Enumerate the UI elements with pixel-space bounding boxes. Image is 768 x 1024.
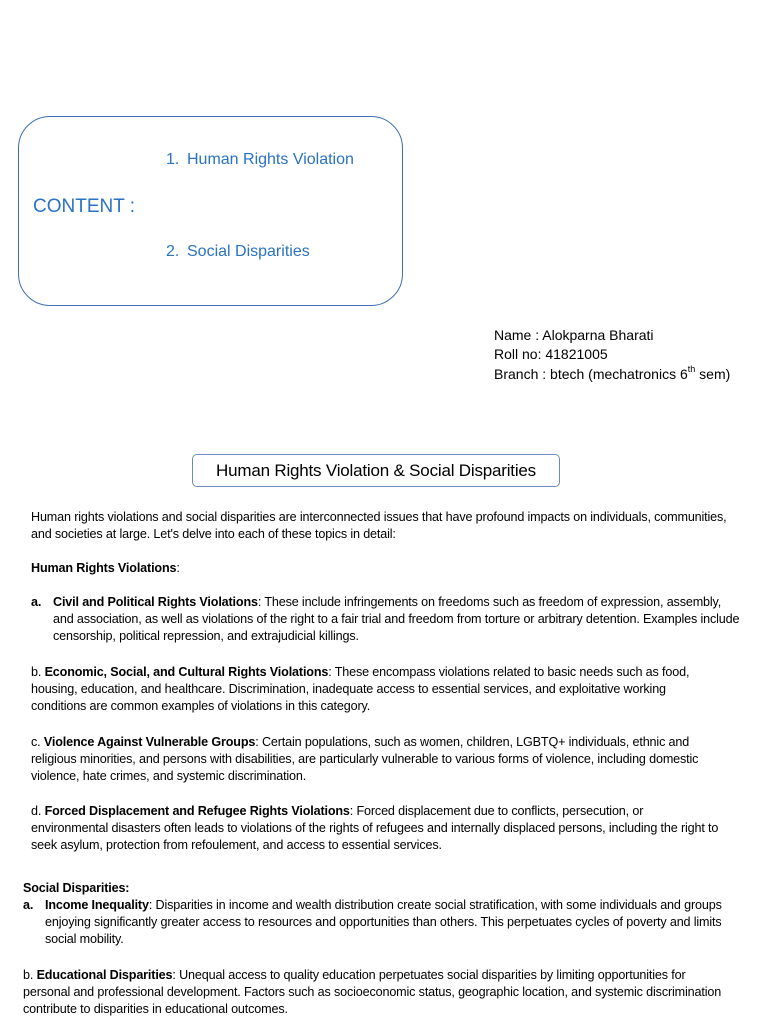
branch-text: Branch : btech (mechatronics 6 (494, 366, 688, 382)
branch-superscript: th (687, 364, 696, 374)
item-label: b. (23, 968, 34, 982)
hrv-item-a (31, 594, 743, 646)
student-roll: Roll no: 41821005 (494, 346, 608, 362)
sd-item-b (23, 967, 725, 1019)
hrv-heading-colon: : (176, 561, 180, 575)
sd-heading-text: Social Disparities: (23, 881, 130, 895)
item-text: : Disparities in income and wealth distribution create social stratification, with some individuals and groups enjoying significantly greater access to resources and opportunities than others. This perpetuates cycles of poverty and limits social mobility. (45, 898, 722, 947)
item-label: b. (31, 665, 42, 679)
item-text: : Forced displacement due to conflicts, persecution, or environmental disasters often leads to violations of the rights of refugees and internally displaced persons, including the right to seek asylum, protection from refoulement, and access to essential services. (31, 804, 719, 853)
item-title: Educational Disparities (36, 968, 173, 982)
item-title: Civil and Political Rights Violations (53, 595, 258, 609)
content-label: CONTENT : (33, 196, 136, 217)
content-item-text: Social Disparities (187, 243, 310, 260)
item-title: Forced Displacement and Refugee Rights Violations (44, 804, 350, 818)
content-item-number: 2. (166, 243, 180, 260)
item-text: : These encompass violations related to basic needs such as food, housing, education, and healthcare. Discrimination, inadequate access to essential services, and exploitative working conditions are common examples of violations in this category. (31, 665, 690, 714)
document-title: Human Rights Violation & Social Disparities (192, 454, 560, 487)
item-label: d. (31, 804, 42, 818)
item-text: : Certain populations, such as women, children, LGBTQ+ individuals, ethnic and religious minorities, and persons with disabilities, are particularly vulnerable to various forms of violence, including domestic violence, hate crimes, and systemic discrimination. (31, 735, 699, 784)
student-name: Name : Alokparna Bharati (494, 327, 654, 343)
item-label: a. (23, 898, 34, 912)
content-item-human-rights (166, 151, 354, 169)
item-title: Violence Against Vulnerable Groups (43, 735, 256, 749)
hrv-item-b (31, 664, 721, 716)
content-item-number: 1. (166, 151, 180, 168)
intro-paragraph: Human rights violations and social disparities are interconnected issues that have profound impacts on individuals, communities, and societies at large. Let's delve into each of these topics in detail: (31, 510, 727, 542)
content-item-social-disparities (166, 243, 310, 261)
student-branch (494, 365, 730, 384)
branch-text-end: sem) (695, 366, 731, 382)
item-title: Income Inequality (45, 898, 149, 912)
content-item-text: Human Rights Violation (187, 151, 354, 168)
item-label: a. (31, 595, 42, 609)
hrv-heading (31, 560, 431, 577)
hrv-heading-text: Human Rights Violations (31, 561, 177, 575)
item-title: Economic, Social, and Cultural Rights Violations (44, 665, 329, 679)
hrv-item-c (31, 734, 723, 786)
hrv-item-d (31, 803, 721, 855)
sd-heading (23, 880, 423, 897)
item-text: : Unequal access to quality education perpetuates social disparities by limiting opportunities for personal and professional development. Factors such as socioeconomic status, geographic location, and systemic discrimination contribute to disparities in educational outcomes. (23, 968, 722, 1017)
sd-item-a (23, 897, 747, 949)
item-text: : These include infringements on freedoms such as freedom of expression, assembly, and association, as well as violations of the right to a fair trial and freedom from torture or arbitrary detention. Examples include censorship, political repression, and extrajudicial killings. (53, 595, 740, 644)
item-label: c. (31, 735, 41, 749)
